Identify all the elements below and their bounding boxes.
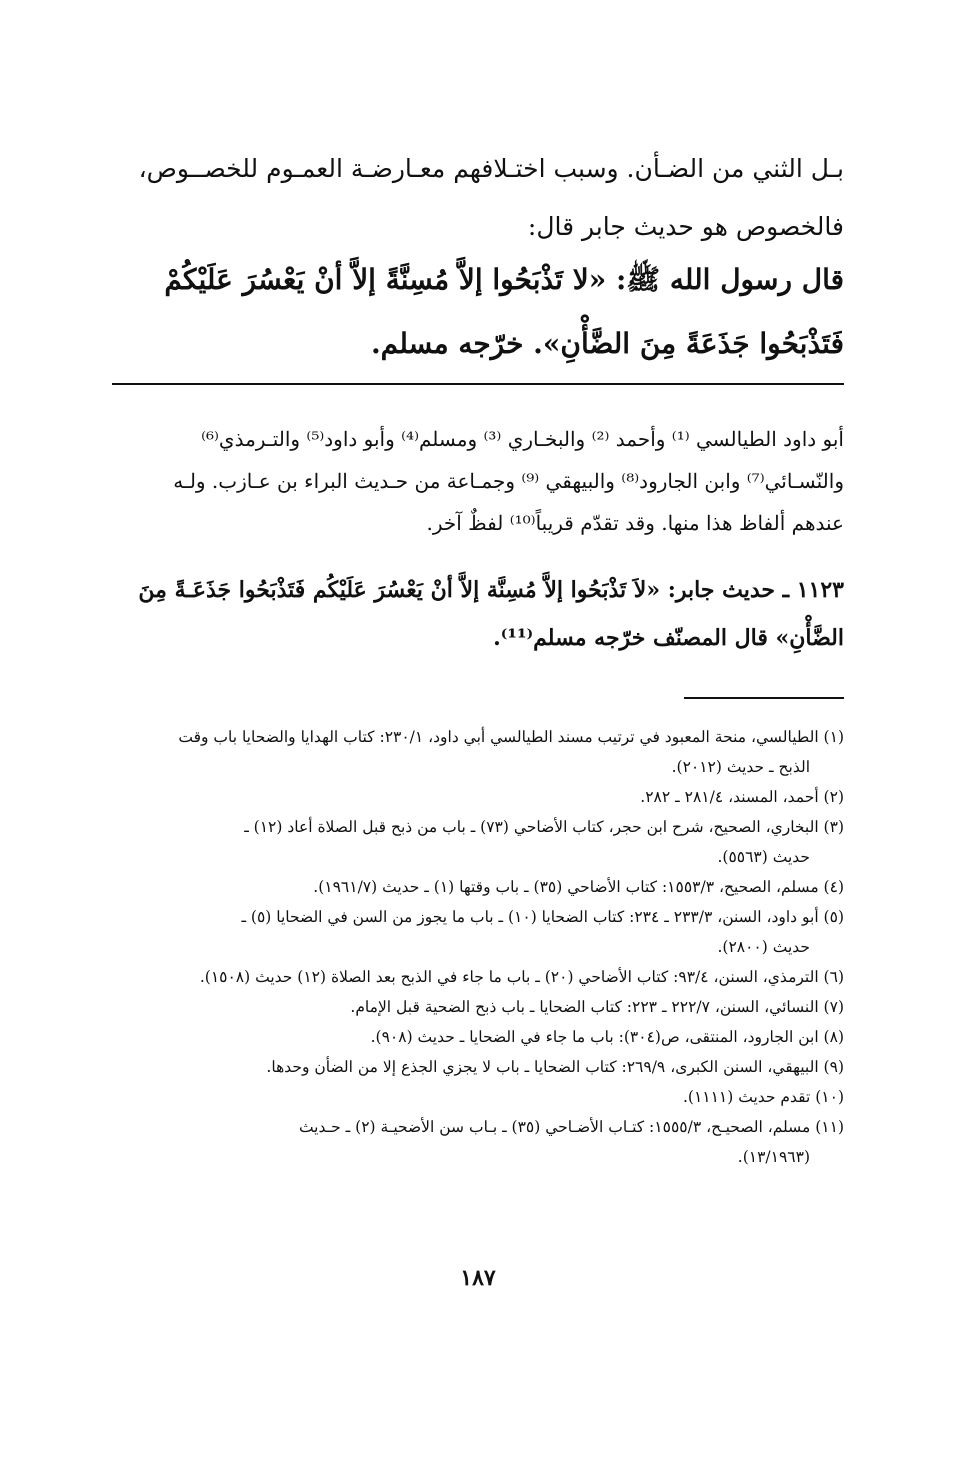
footnote-4 (125, 872, 844, 902)
footnote-7 (125, 992, 844, 1022)
footnote-text: (٩) البيهقي، السنن الكبرى، ٢٦٩/٩: كتاب الضحايا ـ باب لا يجزي الجذع إلا من الضأن وحدها. (266, 1058, 844, 1076)
footnote-3 (125, 812, 844, 872)
main-paragraph (112, 140, 844, 256)
footnote-divider (684, 697, 844, 699)
entry-line-2: الضَّأْنِ» قال المصنّف خرّجه مسلم⁽¹¹⁾. (493, 625, 844, 651)
footnote-text: حديث (٢٨٠٠). (717, 938, 810, 956)
commentary-line-1: أبو داود الطيالسي ⁽¹⁾ وأحمد ⁽²⁾ والبخـاري ⁽³⁾ ومسلم⁽⁴⁾ وأبو داود⁽⁵⁾ والتـرمذي⁽⁶⁾ (201, 427, 844, 451)
commentary-line-2: والنّسـائي⁽⁷⁾ وابن الجارود⁽⁸⁾ والبيهقي ⁽⁹⁾ وجمـاعة من حـديث البراء بن عـازب. ولـه (173, 469, 844, 493)
commentary-paragraph (110, 418, 844, 544)
footnote-text: حديث (٥٥٦٣). (717, 848, 810, 866)
hadith-line-1: قال رسول الله ﷺ: «لا تَذْبَحُوا إلاَّ مُسِنَّةً إلاَّ أنْ يَعْسُرَ عَلَيْكُمْ (164, 263, 844, 296)
footnote-text: الذبح ـ حديث (٢٠١٢). (671, 758, 810, 776)
footnote-5 (125, 902, 844, 962)
footnote-text: (٧) النسائي، السنن، ٢٢٢/٧ ـ ٢٢٣: كتاب الضحايا ـ باب ذبح الضحية قبل الإمام. (350, 998, 844, 1016)
footnote-text: (١٠) تقدم حديث (١١١١). (682, 1088, 844, 1106)
footnote-8 (125, 1022, 844, 1052)
footnote-text: (٣) البخاري، الصحيح، شرح ابن حجر، كتاب الأضاحي (٧٣) ـ باب من ذبح قبل الصلاة أعاد (١٢) ـ (244, 818, 844, 836)
footnote-text: (٢) أحمد، المسند، ٢٨١/٤ ـ ٢٨٢. (640, 788, 844, 806)
footnote-text: (٨) ابن الجارود، المنتقى، ص(٣٠٤): باب ما جاء في الضحايا ـ حديث (٩٠٨). (370, 1028, 844, 1046)
footnote-9 (125, 1052, 844, 1082)
entry-line-1: ١١٢٣ ـ حديث جابر: «لاَ تَذْبَحُوا إلاَّ مُسِنَّة إلاَّ أنْ يَعْسُرَ عَلَيْكُم فَتَذْبَحُوا جَذَعَـةً مِنَ (138, 577, 844, 603)
footnote-11 (125, 1112, 844, 1172)
page-number: ١٨٧ (460, 1265, 496, 1291)
footnote-text: (١١) مسلم، الصحيـح، ١٥٥٥/٣: كتـاب الأضـاحي (٣٥) ـ بـاب سن الأضحيـة (٢) ـ حـديث (298, 1118, 844, 1136)
hadith-line-2: فَتَذْبَحُوا جَذَعَةً مِنَ الضَّأْنِ». خرّجه مسلم. (370, 327, 844, 360)
main-line-2: فالخصوص هو حديث جابر قال: (527, 212, 844, 241)
footnote-2 (125, 782, 844, 812)
footnote-text: (٤) مسلم، الصحيح، ١٥٥٣/٣: كتاب الأضاحي (٣٥) ـ باب وقتها (١) ـ حديث (١٩٦١/٧). (313, 878, 844, 896)
hadith-entry (110, 566, 844, 662)
hadith-quote (105, 248, 844, 376)
footnote-text: (١٣/١٩٦٣). (737, 1148, 810, 1166)
footnote-text: (٥) أبو داود، السنن، ٢٣٣/٣ ـ ٢٣٤: كتاب الضحايا (١٠) ـ باب ما يجوز من السن في الضحايا (٥) ـ (241, 908, 844, 926)
section-divider (112, 383, 844, 385)
footnote-text: (١) الطيالسي، منحة المعبود في ترتيب مسند الطيالسي أبي داود، ٢٣٠/١: كتاب الهدايا والضحايا باب وقت (178, 728, 844, 746)
footnote-6 (125, 962, 844, 992)
footnotes (125, 722, 844, 1172)
footnote-1 (125, 722, 844, 782)
commentary-line-3: عندهم ألفاظ هذا منها. وقد تقدّم قريباً⁽¹⁰⁾ لفظٌ آخر. (426, 511, 844, 535)
footnote-10 (125, 1082, 844, 1112)
main-line-1: بـل الثني من الضـأن. وسبب اختـلافهم معـارضـة العمـوم للخصــوص، (138, 154, 844, 183)
footnote-text: (٦) الترمذي، السنن، ٩٣/٤: كتاب الأضاحي (٢٠) ـ باب ما جاء في الذبح بعد الصلاة (١٢) حديث (١٥٠٨). (199, 968, 844, 986)
